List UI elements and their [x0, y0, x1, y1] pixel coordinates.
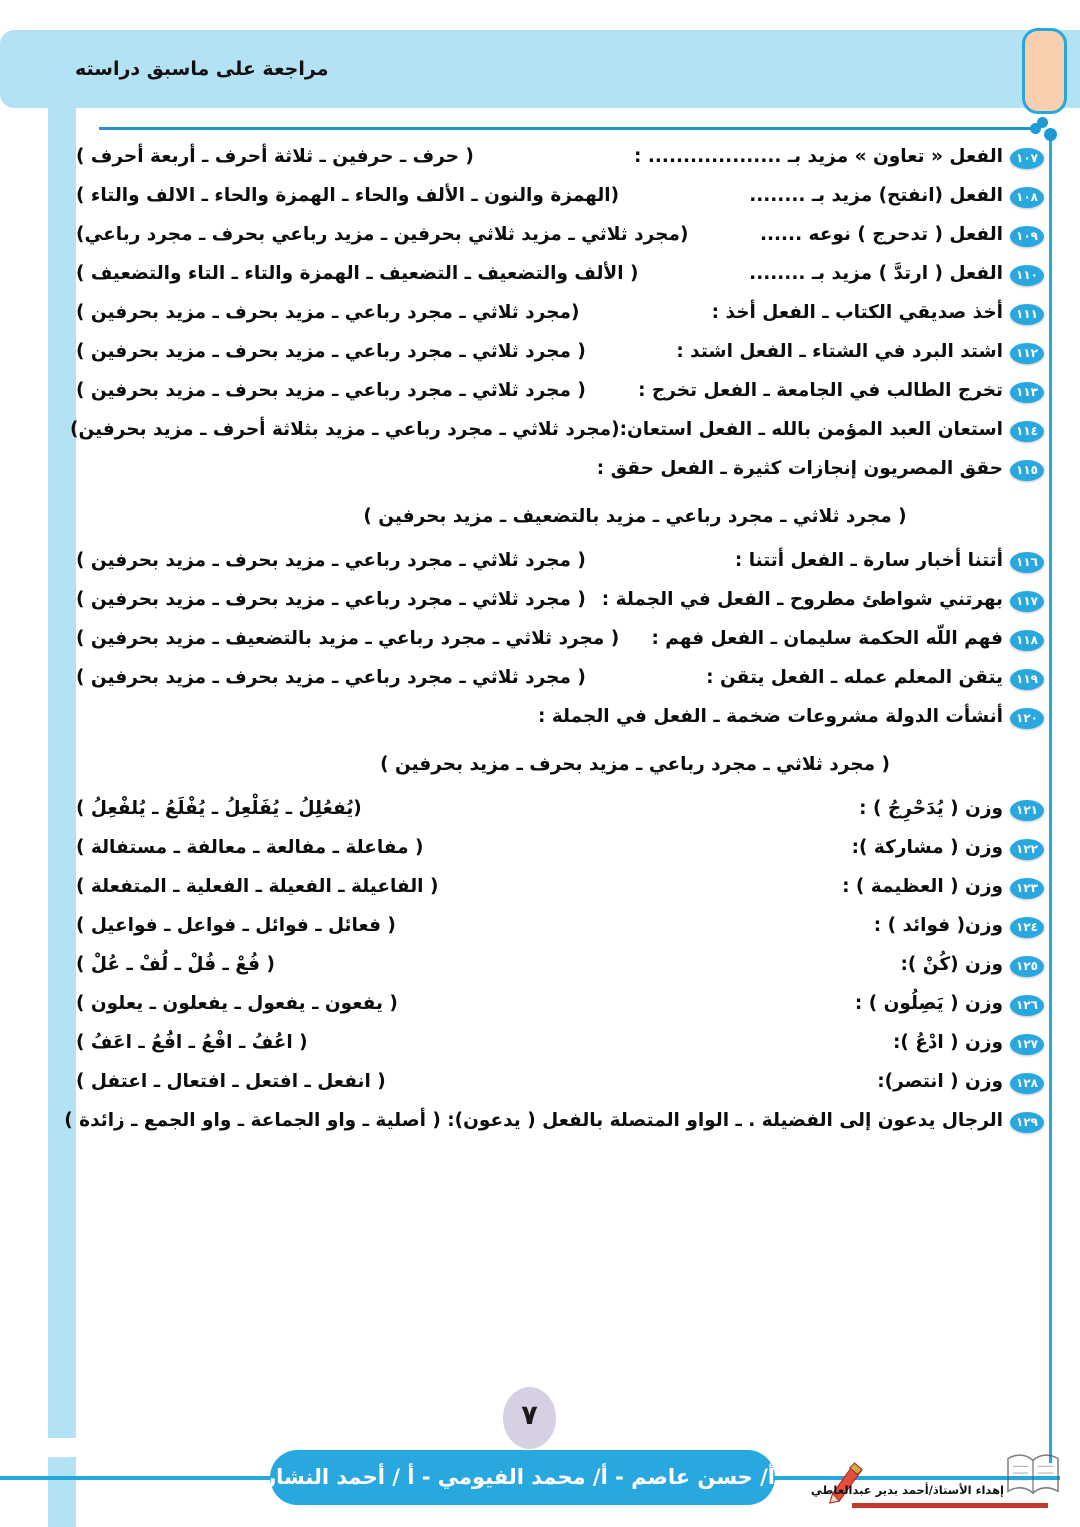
peach-bookmark-tab [1022, 28, 1067, 114]
question-number-badge: ١١٠ [1010, 265, 1044, 286]
answer-options[interactable]: (يُفعُلِلُ ـ يُفَلْعِلُ ـ يُفْلَعُ ـ يُلفْعِلُ ) [76, 798, 362, 819]
credit-text: إهداء الأستاذ/أحمد بدير عبدالعاطي [810, 1483, 1004, 1497]
answer-options[interactable]: ( مجرد ثلاثي ـ مجرد رباعي ـ مزيد بحرف ـ مزيد بحرفين ) [380, 754, 890, 775]
answer-options[interactable]: (مجرد ثلاثي ـ مجرد رباعي ـ مزيد بحرف ـ مزيد بحرفين ) [76, 302, 580, 323]
question-body [76, 335, 1003, 369]
question-text: فهم اللّه الحكمة سليمان ـ الفعل فهم : [651, 628, 1003, 649]
question-text: يتقن المعلم عمله ـ الفعل يتقن : [706, 667, 1003, 688]
question-row [76, 179, 1044, 213]
question-number-badge: ١٢٤ [1010, 917, 1044, 938]
question-row [70, 413, 1044, 447]
question-text: الفعل « تعاون » مزيد بـ ................... : [634, 146, 1003, 167]
question-body [76, 1026, 1003, 1060]
question-row [76, 622, 1044, 656]
question-row [76, 831, 1044, 865]
question-body [76, 909, 1003, 943]
right-vertical-rule [1049, 133, 1052, 1463]
question-body [76, 948, 1003, 982]
question-text: أتتنا أخبار سارة ـ الفعل أتتنا : [734, 550, 1003, 571]
question-number-badge: ١٠٧ [1010, 148, 1044, 169]
question-number-badge: ١٢١ [1010, 800, 1044, 821]
question-number-badge: ١١٩ [1010, 669, 1044, 690]
answer-options[interactable]: ( مفاعلة ـ مفالعة ـ معالفة ـ مستفالة ) [76, 837, 424, 858]
answer-options[interactable]: ( مجرد ثلاثي ـ مجرد رباعي ـ مزيد بالتضعيف ـ مزيد بحرفين ) [76, 628, 620, 649]
question-text: الرجال يدعون إلى الفضيلة . ـ الواو المتصلة بالفعل ( يدعون): ( أصلية ـ واو الجماعة ـ واو الجمع ـ زائدة ) [64, 1110, 1003, 1131]
question-number-badge: ١٢٩ [1010, 1112, 1044, 1133]
question-row [76, 909, 1044, 943]
tab-connector-dot-lower [1044, 128, 1057, 141]
answer-options[interactable]: ( اعُفُ ـ افْعُ ـ افَُعُ ـ اعَفُ ) [76, 1032, 308, 1053]
answer-options[interactable]: ( فعائل ـ فوائل ـ فواعل ـ فواعيل ) [76, 915, 396, 936]
question-text: وزن ( مشاركة ): [851, 837, 1003, 858]
question-text: وزن ( العظيمة ) : [842, 876, 1003, 897]
open-book-icon [1004, 1449, 1062, 1499]
answer-options[interactable]: ( مجرد ثلاثي ـ مجرد رباعي ـ مزيد بحرف ـ مزيد بحرفين ) [76, 667, 586, 688]
question-text: وزن ( يُدَحْرِجُ ) : [859, 798, 1003, 819]
question-body [76, 622, 1003, 656]
question-body [56, 1104, 1003, 1138]
left-accent-strip-bottom [48, 1457, 76, 1527]
header-divider-rule [99, 127, 1039, 130]
credit-stamp [810, 1447, 1060, 1519]
question-text: وزن ( يَصِلُون ) : [854, 993, 1003, 1014]
question-number-badge: ١١٤ [1010, 421, 1044, 442]
question-number-badge: ١٢٧ [1010, 1034, 1044, 1055]
question-number-badge: ١٢٠ [1010, 708, 1044, 729]
question-row [76, 948, 1044, 982]
question-text: وزن (كُنْ ): [900, 954, 1003, 975]
question-number-badge: ١٢٣ [1010, 878, 1044, 899]
answer-options[interactable]: (مجرد ثلاثي ـ مزيد ثلاثي بحرفين ـ مزيد رباعي بحرف ـ مجرد رباعي) [76, 224, 689, 245]
question-number-badge: ١٢٥ [1010, 956, 1044, 977]
page-title: مراجعة على ماسبق دراسته [75, 58, 329, 80]
answer-options[interactable]: ( مجرد ثلاثي ـ مجرد رباعي ـ مزيد بحرف ـ مزيد بحرفين ) [76, 341, 586, 362]
question-number-badge: ١٠٩ [1010, 226, 1044, 247]
question-row [76, 870, 1044, 904]
question-body [76, 1065, 1003, 1099]
question-body [76, 257, 1003, 291]
answer-options[interactable]: ( مجرد ثلاثي ـ مجرد رباعي ـ مزيد بحرف ـ مزيد بحرفين ) [76, 550, 586, 571]
question-number-badge: ١١١ [1010, 304, 1044, 325]
question-text: أنشأت الدولة مشروعات ضخمة ـ الفعل في الجملة : [537, 706, 1003, 727]
question-number-badge: ١١٣ [1010, 382, 1044, 403]
question-body [76, 452, 1003, 486]
question-row [76, 374, 1044, 408]
question-row [76, 700, 1044, 790]
question-body [76, 218, 1003, 252]
question-text: حقق المصريون إنجازات كثيرة ـ الفعل حقق : [596, 458, 1003, 479]
question-body [76, 140, 1003, 174]
question-body [76, 870, 1003, 904]
question-number-badge: ١٢٢ [1010, 839, 1044, 860]
question-body [76, 987, 1003, 1021]
question-row [76, 218, 1044, 252]
question-number-badge: ١١٨ [1010, 630, 1044, 651]
question-number-badge: ١٢٨ [1010, 1073, 1044, 1094]
question-row [76, 544, 1044, 578]
question-body [76, 583, 1003, 617]
question-number-badge: ١١٧ [1010, 591, 1044, 612]
answer-options[interactable]: ( مجرد ثلاثي ـ مجرد رباعي ـ مزيد بحرف ـ مزيد بحرفين ) [76, 589, 586, 610]
question-text: تخرج الطالب في الجامعة ـ الفعل تخرج : [638, 380, 1003, 401]
question-row [76, 296, 1044, 330]
question-body [62, 413, 1003, 447]
question-number-badge: ١١٥ [1010, 460, 1044, 481]
question-row [76, 987, 1044, 1021]
question-row [76, 1026, 1044, 1060]
answer-options[interactable]: ( يفعون ـ يفعول ـ يفعلون ـ يعلون ) [76, 993, 398, 1014]
question-row [76, 583, 1044, 617]
authors-banner: أ/ حسن عاصم - أ/ محمد الفيومي - أ / أحمد النشار [270, 1450, 775, 1505]
question-row [76, 257, 1044, 291]
question-body [76, 374, 1003, 408]
question-text: اشتد البرد في الشتاء ـ الفعل اشتد : [676, 341, 1003, 362]
question-text: وزن( فوائد ) : [873, 915, 1003, 936]
question-number-badge: ١٢٦ [1010, 995, 1044, 1016]
answer-options[interactable]: (الهمزة والنون ـ الألف والحاء ـ الهمزة والحاء ـ الالف والتاء ) [76, 185, 620, 206]
question-text: وزن ( انتصر): [877, 1071, 1003, 1092]
credit-underline-bar [852, 1503, 1048, 1508]
question-row [76, 661, 1044, 695]
question-row [76, 335, 1044, 369]
answer-options[interactable]: ( فُعْ ـ فُلْ ـ لُفْ ـ عُلْ ) [76, 954, 275, 975]
question-body [76, 296, 1003, 330]
answer-options[interactable]: ( مجرد ثلاثي ـ مجرد رباعي ـ مزيد بالتضعيف ـ مزيد بحرفين ) [363, 506, 907, 527]
question-text: استعان العبد المؤمن بالله ـ الفعل استعان:(مجرد ثلاثي ـ مجرد رباعي ـ مزيد بثلاثة أحرف ـ مزيد بحرفين) [70, 419, 1003, 440]
question-text: الفعل (انفتح) مزيد بـ ........ [749, 185, 1003, 206]
left-accent-strip [48, 108, 76, 1438]
question-text: بهرتني شواطئ مطروح ـ الفعل في الجملة : [601, 589, 1003, 610]
question-row [76, 140, 1044, 174]
answer-options[interactable]: ( مجرد ثلاثي ـ مجرد رباعي ـ مزيد بحرف ـ مزيد بحرفين ) [76, 380, 586, 401]
question-body [76, 661, 1003, 695]
question-row [64, 1104, 1044, 1138]
question-number-badge: ١١٢ [1010, 343, 1044, 364]
question-list [64, 140, 1044, 1395]
answer-options[interactable]: ( انفعل ـ افتعل ـ افتعال ـ اعتفل ) [76, 1071, 386, 1092]
tab-connector-dot-upper [1037, 117, 1048, 128]
question-body [76, 700, 1003, 734]
question-body [76, 831, 1003, 865]
answer-options[interactable]: ( حرف ـ حرفين ـ ثلاثة أحرف ـ أربعة أحرف ) [76, 146, 474, 167]
question-row [76, 1065, 1044, 1099]
question-text: وزن ( ادْعُ ): [892, 1032, 1003, 1053]
question-row [76, 792, 1044, 826]
question-number-badge: ١٠٨ [1010, 187, 1044, 208]
question-row [76, 452, 1044, 542]
question-body [76, 179, 1003, 213]
answer-options[interactable]: ( الألف والتضعيف ـ التضعيف ـ الهمزة والتاء ـ التاء والتضعيف ) [76, 263, 639, 284]
question-text: الفعل ( تدحرج ) نوعه ...... [759, 224, 1003, 245]
question-text: الفعل ( ارتدَّ ) مزيد بـ ........ [749, 263, 1003, 284]
footer-rule-left [0, 1476, 290, 1480]
question-number-badge: ١١٦ [1010, 552, 1044, 573]
question-text: أخذ صديقي الكتاب ـ الفعل أخذ : [711, 302, 1003, 323]
question-body [76, 544, 1003, 578]
question-body [76, 792, 1003, 826]
answer-options[interactable]: ( الفاعيلة ـ الفعيلة ـ الفعلية ـ المتفعلة ) [76, 876, 439, 897]
page-number: ٧ [503, 1387, 556, 1449]
